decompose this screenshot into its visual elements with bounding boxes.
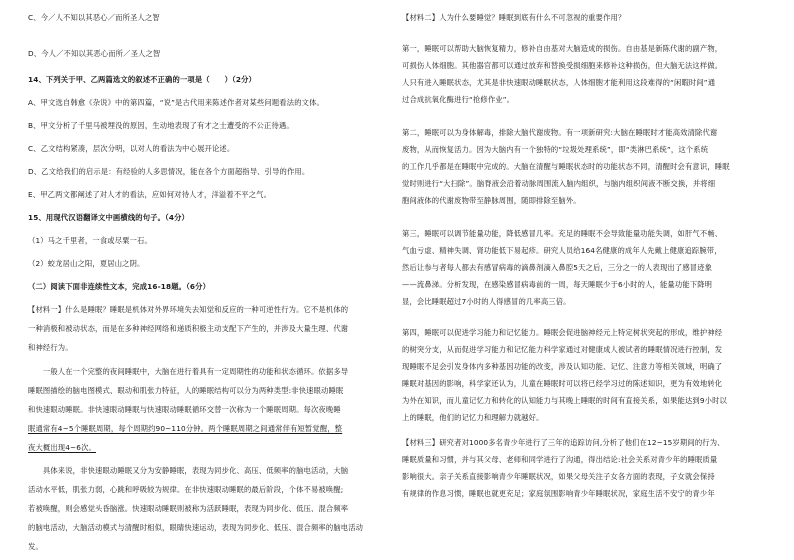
material1-line: 活动水平低，肌张力弱，心跳和呼吸较为规律。在非快速眼动睡眠的最后阶段，个体不易被唤醒; (28, 485, 344, 494)
material2-line: 的工作几乎都是在睡眠中完成的。大脑在清醒与睡眠状态时的功能状态不同，清醒时会有意识，睡眠 (402, 162, 730, 171)
material2-line: 第四，睡眠可以促进学习能力和记忆能力。睡眠会促进脑神经元上特定树状突起的形成，维护神经 (402, 328, 723, 337)
q14-option-b: B、甲文分析了千里马被埋没的原因，生动地表现了有才之士遭受的不公正待遇。 (28, 121, 294, 130)
q14-stem: 14、下列关于甲、乙两篇选文的叙述不正确的一项是（ ）（2分） (28, 75, 256, 84)
material1-line: 和神经行为。 (28, 343, 73, 352)
q13-option-c: C、今／人不知以其恶心／而所圣人之智 (28, 13, 160, 22)
material1-line: 一般人在一个完整的夜间睡眠中，大脑在进行着具有一定周期性的功能和状态循环。依据多导 (28, 367, 349, 376)
material2-line: 可损伤人体细胞。其他器官都可以通过放弃和替换受损细胞来修补这种损伤，但大脑无法这样做。 (402, 61, 723, 70)
material3-line: 有规律的作息习惯，睡眠也就更充足；家庭氛围影响青少年睡眠状况，家庭生活不安宁的青少年 (402, 489, 715, 498)
material2-line: 显，会比睡眠超过7小时的人得感冒的几率高三倍。 (402, 297, 571, 306)
material1-line: 和快速眼动睡眠。非快速眼动睡眠与快速眼动睡眠循环交替一次称为一个睡眠周期。每次夜晚睡 (28, 405, 341, 414)
q14-option-a: A、甲文选自韩愈《杂说》中的第四篇，“说”是古代用来陈述作者对某些问题看法的文体。 (28, 98, 324, 107)
material2-line: 为外在知识，而儿童记忆力和转化的认知能力与其晚上睡眠的时间有直接关系，如果能达到9小时以 (402, 396, 728, 405)
q15-item-1: （1）马之千里者，一食或尽粟一石。 (28, 236, 152, 245)
q15-stem: 15、用现代汉语翻译文中画横线的句子。（4分） (28, 213, 189, 222)
material2-heading: 【材料二】人为什么要睡觉？睡眠到底有什么不可忽视的重要作用？ (402, 13, 626, 22)
material2-line: 过合成抗氧化酶进行“抢修作业”。 (402, 95, 515, 104)
material2-line: 睡眠对基因的影响，科学家还认为，儿童在睡眠时可以将已经学习过的陈述知识，更为有效地转化 (402, 379, 723, 388)
material1-line: 睡眠图描绘的脑电图模式、眼动和肌张力特征，人的睡眠结构可以分为两种类型:非快速眼动睡眠 (28, 386, 344, 395)
material1-line: 具体来说，非快速眼动睡眠又分为安静睡眠，表现为同步化、高压、低频率的脑电活动，大脑 (28, 466, 349, 475)
q13-option-d: D、今人／不知以其恶心而所／圣人之智 (28, 49, 161, 58)
material2-line: 然后让参与者每人都去有感冒病毒的滴鼻剂滴入鼻腔5天之后，三分之一的人表现出了感冒迹象 (402, 263, 713, 272)
material2-line: 的树突分支，从而促进学习能力和记忆能力科学家通过对健康成人被试者的睡眠情况进行控制，发 (402, 345, 723, 354)
material1-line: 发。 (28, 542, 43, 551)
q15-item-2: （2）蛟龙居山之阳，夏居山之阴。 (28, 259, 145, 268)
section-title: （二）阅读下面非连续性文本，完成16-18题。（6分） (28, 282, 211, 291)
material1-line: 若被唤醒，则会感觉头昏脑涨。快速眼动睡眠则被称为活跃睡眠，表现为同步化、低压、混合频率 (28, 504, 349, 513)
material2-line: 人只有进入睡眠状态，尤其是非快速眼动睡眠状态，人体细胞才能利用这段难得的“闲暇时间”通 (402, 78, 716, 87)
q14-option-d: D、乙文给我们的启示是：有经验的人多思情况，能在各个方面超指导、引导的作用。 (28, 167, 310, 176)
material1-line-underlined: 夜大概出现4~6次。 (28, 443, 96, 452)
material3-line: 【材料三】研究者对1000多名青少年进行了三年的追踪访问,分析了他们在12~15岁期间的行为、 (402, 438, 725, 447)
material2-line: ——流鼻涕。分析发现，在感染感冒病毒前的一周，每天睡眠少于6小时的人，能量功能下降明 (402, 280, 713, 289)
material2-line: 现睡眠不足会引发身体内多种基因功能的改变，涉及认知功能、记忆、注意力等相关领域，明确了 (402, 362, 723, 371)
material2-line: 第三，睡眠可以调节能量功能，降低感冒几率。充足的睡眠不会导致能量功能失调，如肝气不畅、 (402, 229, 723, 238)
q14-option-e: E、甲乙两文都阐述了对人才的看法，应如何对待人才，洋溢着不平之气。 (28, 190, 272, 199)
material3-line: 影响很大。亲子关系直接影响青少年睡眠状况，如果父母关注子女各方面的表现，子女就会保持 (402, 472, 715, 481)
material2-line: 气血亏虚、精神失调、肾功能低下易起疹。研究人员给164名健康的成年人先戴上健康追踪腕带， (402, 246, 722, 255)
material1-line: 的脑电活动，大脑活动模式与清醒时相似，眼睛快速运动，表现为同步化、低压、混合频率的脑电活动 (28, 523, 364, 532)
material2-line: 第一，睡眠可以帮助大脑恢复精力，修补自由基对大脑造成的损伤。自由基是新陈代谢的副产物， (402, 44, 723, 53)
material3-line: 睡眠质量和习惯，并与其父母、老师和同学进行了沟通，得出结论:社会关系对青少年的睡眠质量 (402, 455, 718, 464)
material2-line: 第二，睡眠可以为身体解毒，排除大脑代谢废物。有一项新研究:大脑在睡眠时才能高效清除代谢 (402, 128, 718, 137)
material2-line: 上的睡眠，他们的记忆力和理解力就越好。 (402, 413, 544, 422)
material2-line: 胞间液体的代谢废物带至静脉周围，随即排除至脑外。 (402, 196, 581, 205)
material1-line: 一种消极和被动状态，而是在多种神经网络和递质积极主动支配下产生的，并涉及大量生理、代谢 (28, 324, 349, 333)
q14-option-c: C、乙文结构紧凑，层次分明，以对人的看法为中心展开论述。 (28, 144, 235, 153)
material2-line: 废物，从而恢复活力。因为大脑内有一个独特的“垃圾处理系统”，即“类淋巴系统”，这个系统 (402, 145, 709, 154)
material1-line-underlined: 眠通常有4~5个睡眠周期，每个周期约90~110分钟。两个睡眠周期之间通常伴有短暂觉醒，整 (28, 424, 343, 433)
material2-line: 觉时则进行“大扫除”。脑脊液会沿着动脉周围流入脑内组织，与脑内组织间液不断交换，并将细 (402, 179, 716, 188)
material1-line: 【材料一】什么是睡眠？睡眠是机体对外界环境失去知觉和反应的一种可逆性行为。它不是机体的 (28, 305, 349, 314)
